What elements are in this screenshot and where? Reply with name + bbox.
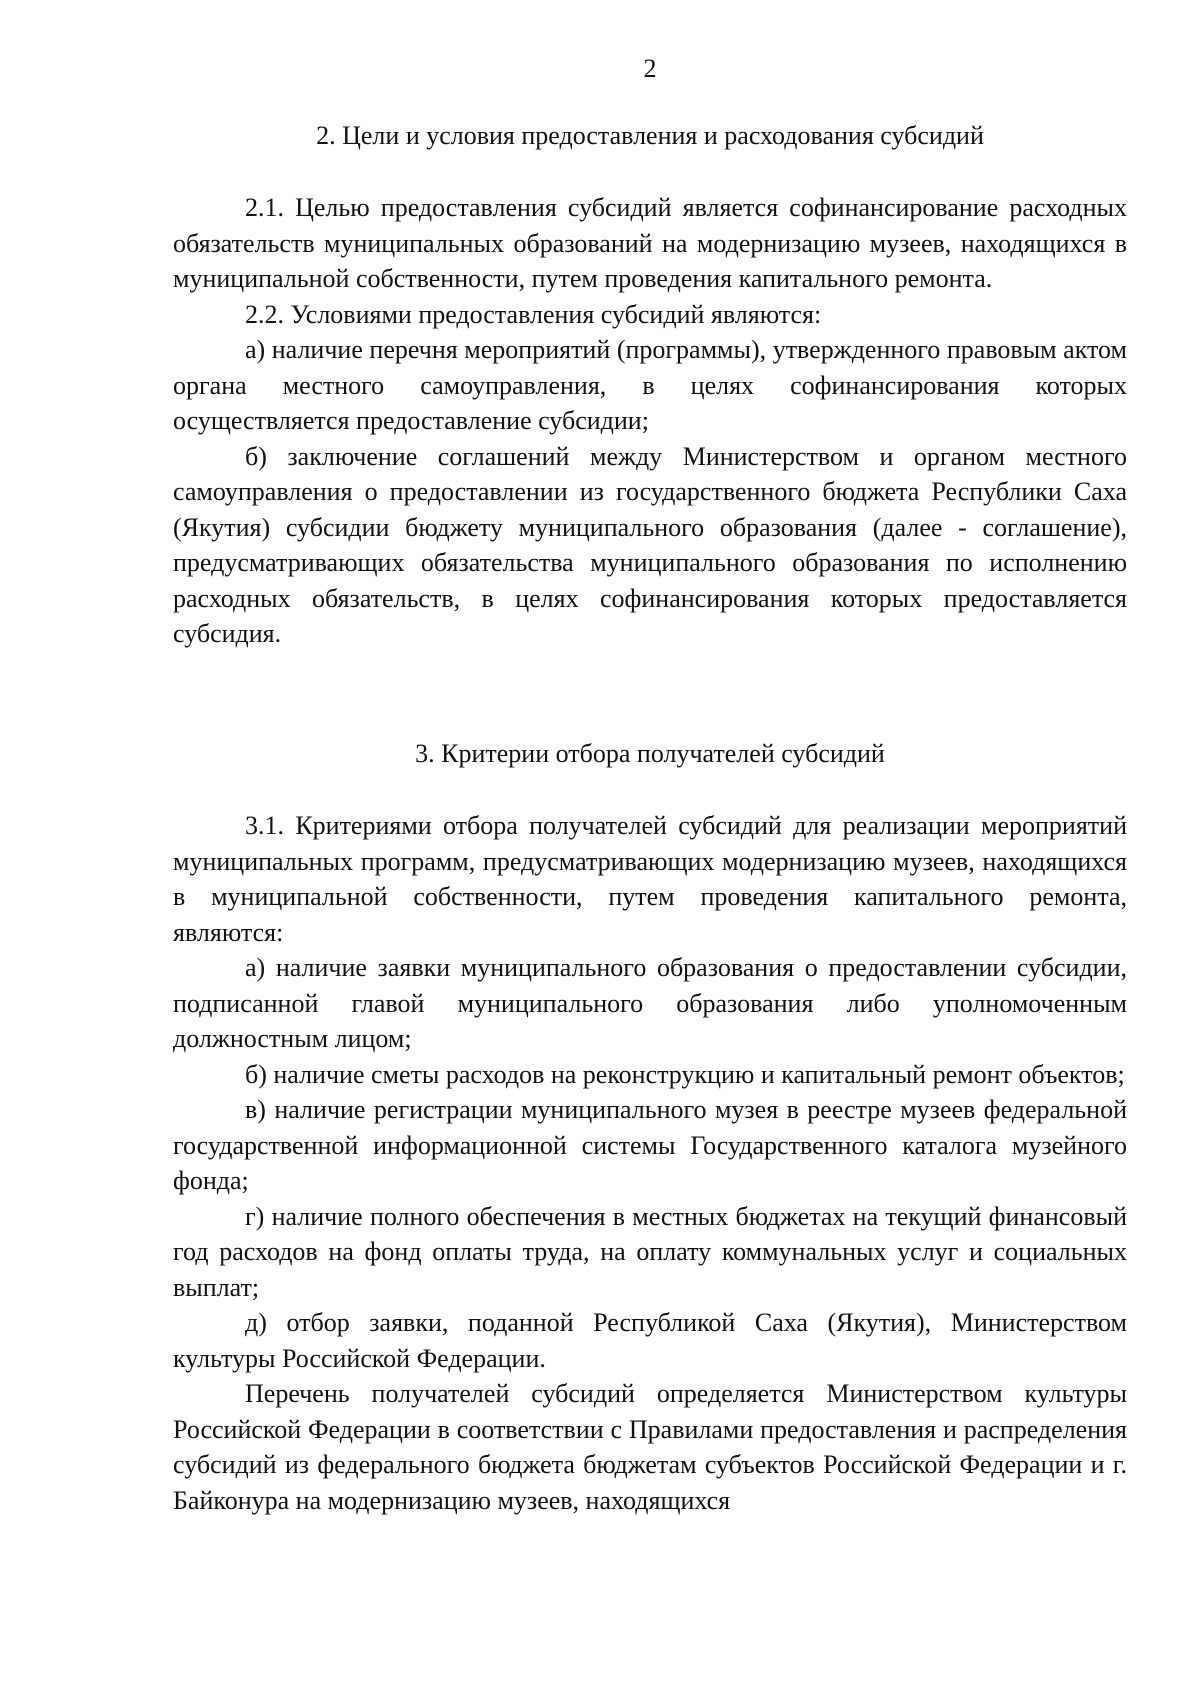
section-2-body (173, 190, 1127, 652)
paragraph-3-1-v: в) наличие регистрации муниципального музея в реестре музеев федеральной государственной информационной системы Государственного каталога музейного фонда; (173, 1095, 1127, 1195)
paragraph-3-1-b: б) наличие сметы расходов на реконструкцию и капитальный ремонт объектов; (245, 1059, 1125, 1089)
paragraph-3-1-g: г) наличие полного обеспечения в местных бюджетах на текущий финансовый год расходов на фонд оплаты труда, на оплату коммунальных услуг и социальных выплат; (173, 1201, 1127, 1302)
paragraph-3-1-d: д) отбор заявки, поданной Республикой Саха (Якутия), Министерством культуры Российской Федерации. (173, 1308, 1127, 1373)
page-number: 2 (643, 54, 657, 83)
section-2-heading: 2. Цели и условия предоставления и расходования субсидий (316, 121, 984, 150)
paragraph-2-2-a: а) наличие перечня мероприятий (программы), утвержденного правовым актом органа местного самоуправления, в целях софинансирования которых осуществляется предоставление субсидии; (173, 335, 1127, 435)
paragraph-2-1: 2.1. Целью предоставления субсидий является софинансирование расходных обязательств муниципальных образований на модернизацию музеев, находящихся в муниципальной собственности, путем проведения капитального ремонта. (173, 193, 1127, 293)
document-page (173, 0, 1127, 1697)
section-3-body (173, 808, 1127, 1518)
paragraph-2-2: 2.2. Условиями предоставления субсидий являются: (245, 299, 822, 329)
paragraph-3-1-a: а) наличие заявки муниципального образования о предоставлении субсидии, подписанной главой муниципального образования либо уполномоченным должностным лицом; (173, 953, 1127, 1053)
paragraph-2-2-b: б) заключение соглашений между Министерством и органом местного самоуправления о предоставлении из государственного бюджета Республики Саха (Якутия) субсидии бюджету муниципального образования (далее - соглашение), предусматривающих обязательства муниципального образования по исполнению расходных обязательств, в целях софинансирования которых предоставляется субсидия. (173, 441, 1127, 648)
paragraph-recipients-list: Перечень получателей субсидий определяется Министерством культуры Российской Федерации в соответствии с Правилами предоставления и распределения субсидий из федерального бюджета бюджетам субъектов Российской Федерации и г. Байконура на модернизацию музеев, находящихся (173, 1379, 1127, 1515)
section-3-heading: 3. Критерии отбора получателей субсидий (415, 739, 885, 768)
paragraph-3-1: 3.1. Критериями отбора получателей субсидий для реализации мероприятий муниципальных программ, предусматривающих модернизацию музеев, находящихся в муниципальной собственности, путем проведения капитального ремонта, являются: (173, 811, 1127, 947)
